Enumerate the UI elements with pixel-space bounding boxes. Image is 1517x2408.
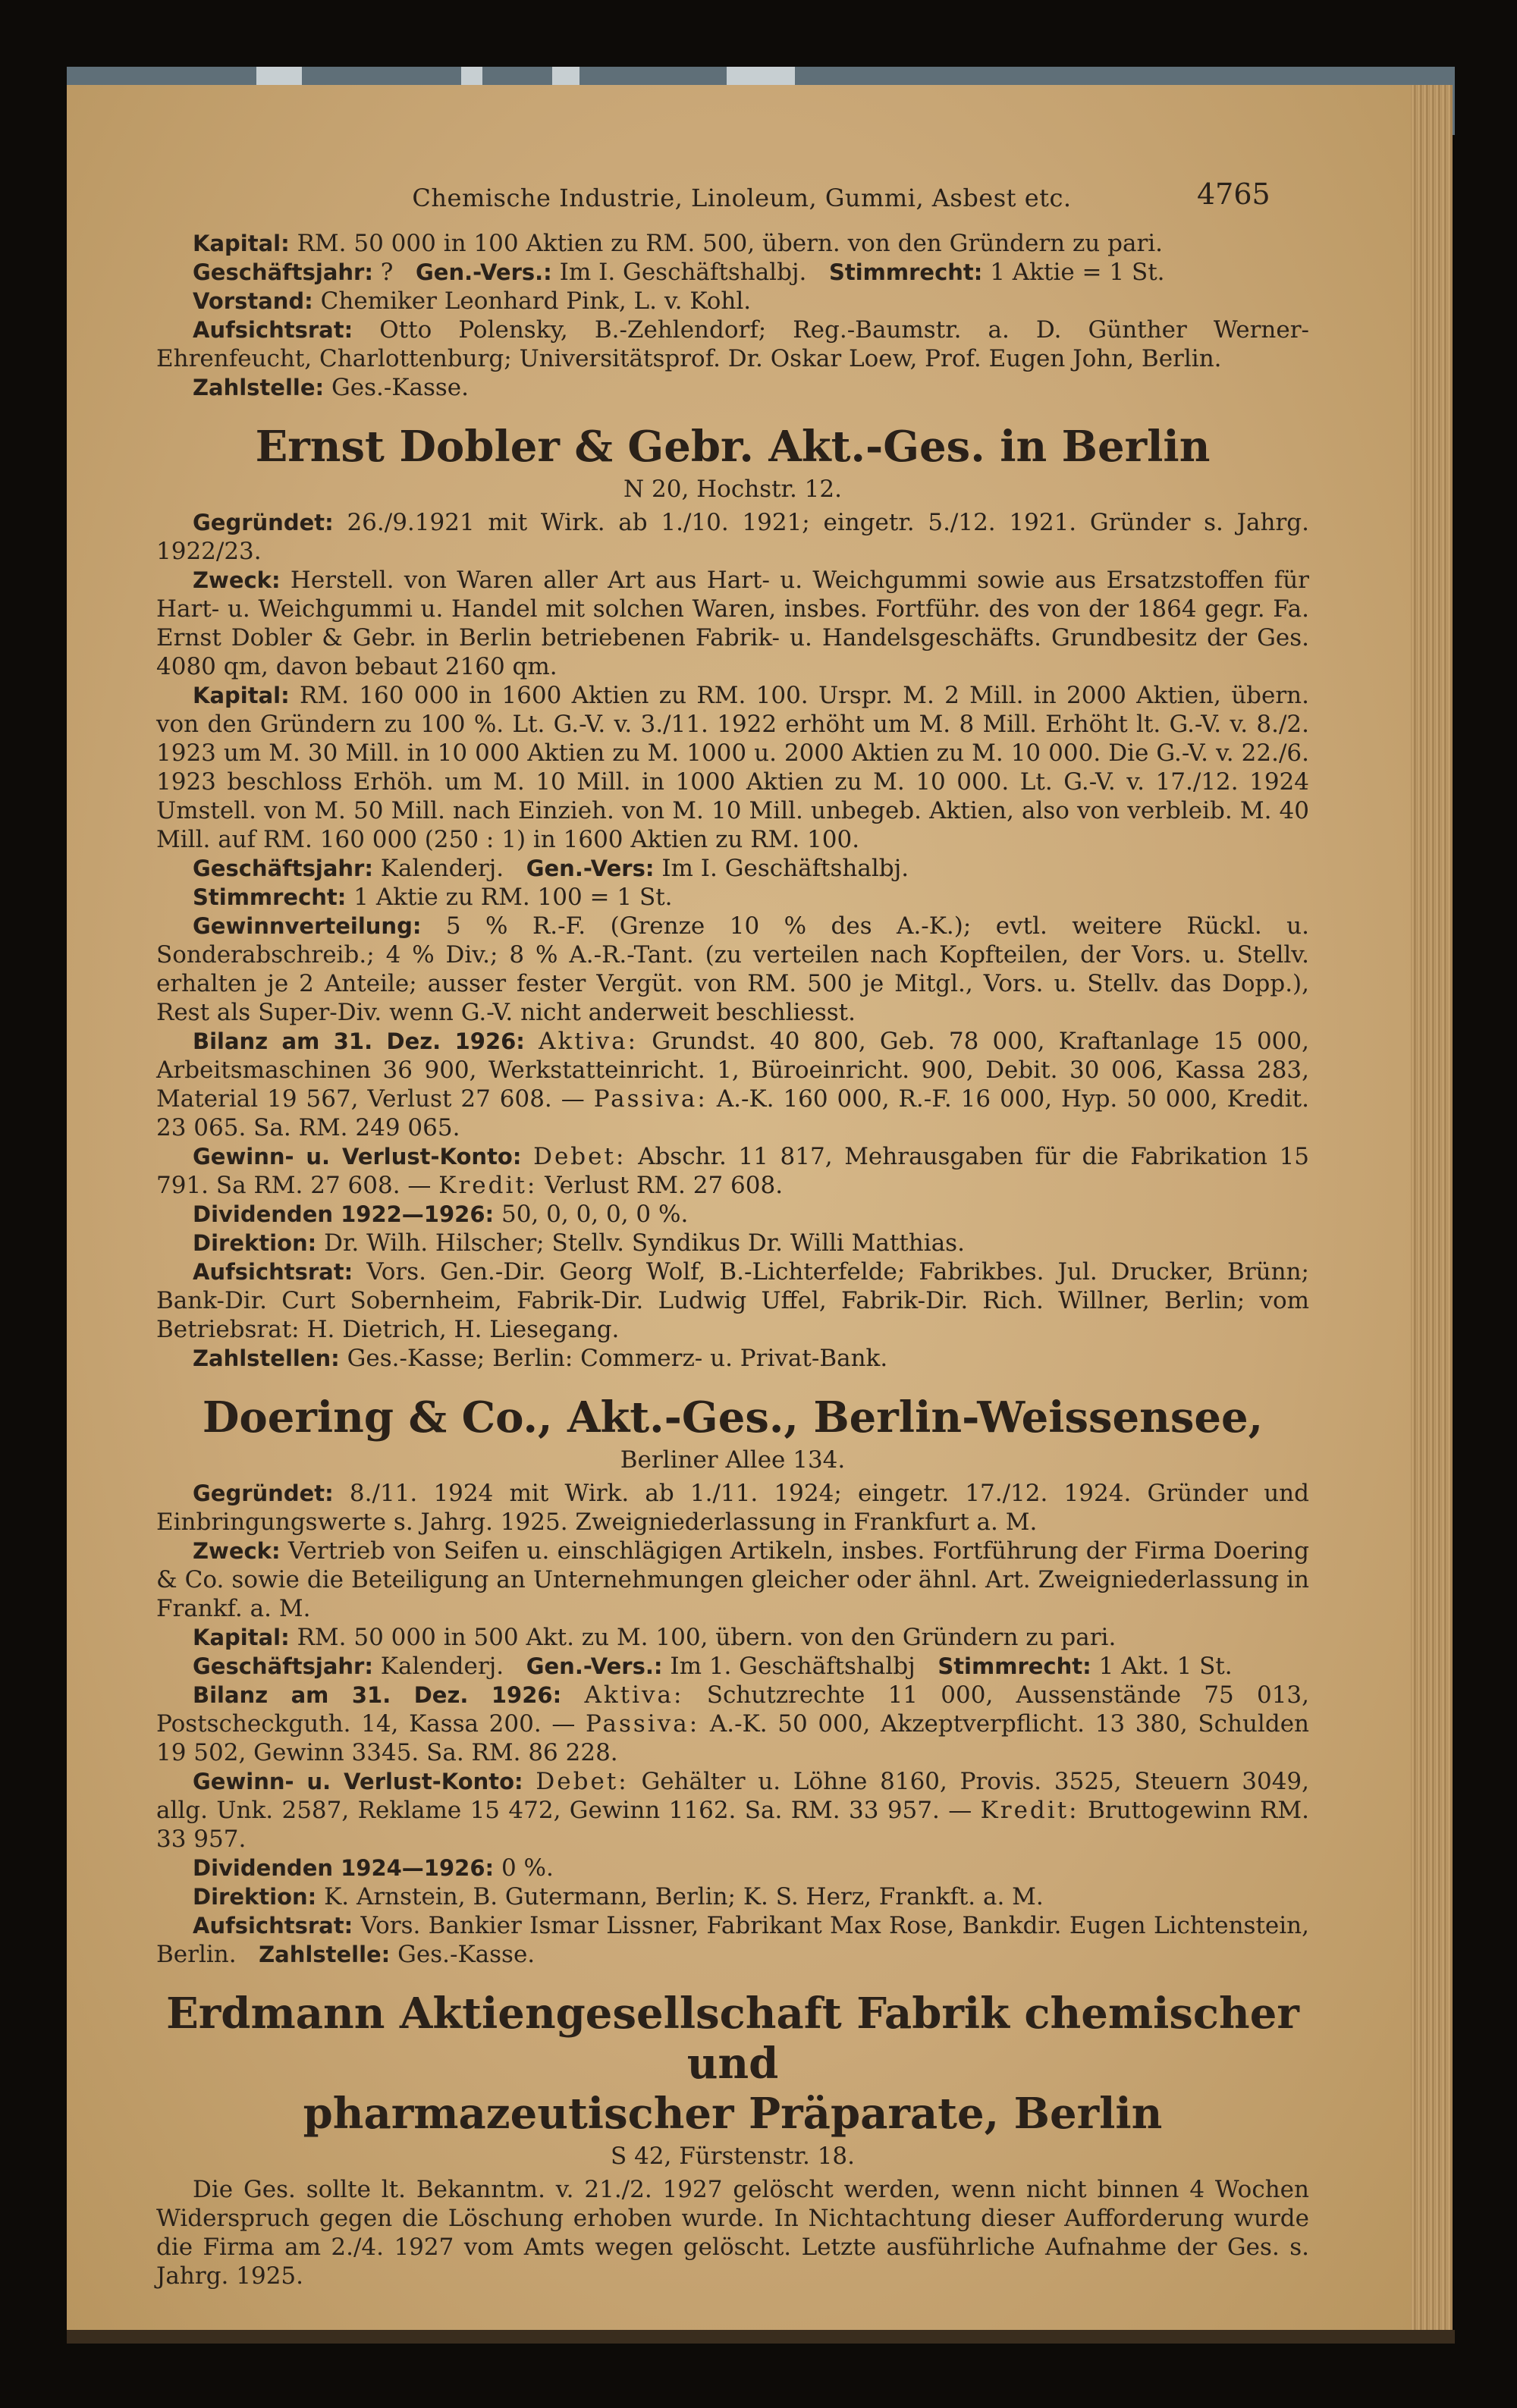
company-address: Berliner Allee 134.	[620, 1446, 846, 1474]
company-title-line2: pharmazeutischer Präparate, Berlin	[303, 2089, 1163, 2139]
company-title-line1: Erdmann Aktiengesellschaft Fabrik chemischer und	[166, 1989, 1299, 2089]
gj-para: Geschäftsjahr: Kalenderj. Gen.-Vers.: Im 1. Geschäftshalbj Stimmrecht: 1 Akt. 1 St.	[193, 1653, 1233, 1680]
gewinnverteilung-para: Gewinnverteilung: 5 % R.-F. (Grenze 10 % des A.-K.); evtl. weitere Rückl. u. Sonderabschreib.; 4 % Div.; 8 % A.-R.-Tant. (zu verteilen nach Kopfteilen, der Vors. u. Stellv. erhalten je 2 Anteile; ausser fester Vergüt. von RM. 500 je Mitgl., Vors. u. Stellv. das Dopp.), Rest als Super-Div. wenn G.-V. nicht anderweit beschliesst.	[156, 912, 1309, 1026]
binding-bottom	[67, 2330, 1455, 2344]
entry-doering	[156, 1392, 1309, 1969]
direktion-para: Direktion: Dr. Wilh. Hilscher; Stellv. Syndikus Dr. Willi Matthias.	[193, 1229, 965, 1257]
entry-ernst-dobler	[156, 422, 1309, 1373]
company-title: Ernst Dobler & Gebr. Akt.-Ges. in Berlin	[255, 422, 1211, 472]
entry-previous-company	[156, 229, 1309, 402]
zahlstellen-para: Zahlstellen: Ges.-Kasse; Berlin: Commerz- u. Privat-Bank.	[193, 1345, 888, 1372]
running-title: Chemische Industrie, Linoleum, Gummi, Asbest etc.	[412, 184, 1072, 212]
page-content	[156, 229, 1309, 2290]
aufsichtsrat-para: Aufsichtsrat: Vors. Gen.-Dir. Georg Wolf, B.-Lichterfelde; Fabrikbes. Jul. Drucker, Brünn; Bank-Dir. Curt Sobernheim, Fabrik-Dir. Ludwig Uffel, Fabrik-Dir. Rich. Willner, Berlin; vom Betriebsrat: H. Dietrich, H. Liesegang.	[156, 1258, 1309, 1343]
page-stack-edge	[1411, 85, 1453, 2330]
bilanz-para: Bilanz am 31. Dez. 1926: Aktiva: Schutzrechte 11 000, Aussenstände 75 013, Postscheckguth. 14, Kassa 200. — Passiva: A.-K. 50 000, Akzeptverpflicht. 13 380, Schulden 19 502, Gewinn 3345. Sa. RM. 86 228.	[156, 1681, 1310, 1766]
company-title: Doering & Co., Akt.-Ges., Berlin-Weissensee,	[202, 1392, 1264, 1443]
zweck-para: Zweck: Vertrieb von Seifen u. einschlägigen Artikeln, insbes. Fortführung der Firma Doering & Co. sowie die Beteiligung an Unternehmungen gleicher oder ähnl. Art. Zweigniederlassung in Frankf. a. M.	[156, 1537, 1309, 1622]
bilanz-para: Bilanz am 31. Dez. 1926: Aktiva: Grundst. 40 800, Geb. 78 000, Kraftanlage 15 000, Arbeitsmaschinen 36 900, Werkstatteinricht. 1, Büroeinricht. 900, Debit. 30 006, Kassa 283, Material 19 567, Verlust 27 608. — Passiva: A.-K. 160 000, R.-F. 16 000, Hyp. 50 000, Kredit. 23 065. Sa. RM. 249 065.	[156, 1028, 1309, 1141]
direktion-para: Direktion: K. Arnstein, B. Gutermann, Berlin; K. S. Herz, Frankft. a. M.	[193, 1883, 1044, 1910]
gegruendet-para: Gegründet: 26./9.1921 mit Wirk. ab 1./10. 1921; eingetr. 5./12. 1921. Gründer s. Jahrg. 1922/23.	[156, 509, 1309, 565]
kapital-para: Kapital: RM. 50 000 in 100 Aktien zu RM. 500, übern. von den Gründern zu pari.	[193, 230, 1164, 257]
aufsichtsrat-para: Aufsichtsrat: Otto Polensky, B.-Zehlendorf; Reg.-Baumstr. a. D. Günther Werner-Ehrenfeucht, Charlottenburg; Universitätsprof. Dr. Oskar Loew, Prof. Eugen John, Berlin.	[156, 316, 1309, 372]
company-address: S 42, Fürstenstr. 18.	[610, 2143, 855, 2170]
gj-para: Geschäftsjahr: Kalenderj. Gen.-Vers: Im I. Geschäftshalbj.	[193, 855, 909, 882]
gj-para: Geschäftsjahr: ? Gen.-Vers.: Im I. Geschäftshalbj. Stimmrecht: 1 Aktie = 1 St.	[193, 259, 1165, 286]
kapital-para: Kapital: RM. 160 000 in 1600 Aktien zu RM. 100. Urspr. M. 2 Mill. in 2000 Aktien, übern. von den Gründern zu 100 %. Lt. G.-V. v. 3./11. 1922 erhöht um M. 8 Mill. Erhöht lt. G.-V. v. 8./2. 1923 um M. 30 Mill. in 10 000 Aktien zu M. 1000 u. 2000 Aktien zu M. 10 000. Die G.-V. v. 22./6. 1923 beschloss Erhöh. um M. 10 Mill. in 1000 Aktien zu M. 10 000. Lt. G.-V. v. 17./12. 1924 Umstell. von M. 50 Mill. nach Einzieh. von M. 10 Mill. unbegeb. Aktien, also von verbleib. M. 40 Mill. auf RM. 160 000 (250 : 1) in 1600 Aktien zu RM. 100.	[156, 682, 1309, 853]
zahlstelle-para: Zahlstelle: Ges.-Kasse.	[193, 374, 469, 401]
guv-para: Gewinn- u. Verlust-Konto: Debet: Gehälter u. Löhne 8160, Provis. 3525, Steuern 3049, allg. Unk. 2587, Reklame 15 472, Gewinn 1162. Sa. RM. 33 957. — Kredit: Bruttogewinn RM. 33 957.	[156, 1768, 1310, 1853]
book-page	[67, 85, 1411, 2330]
company-address: N 20, Hochstr. 12.	[623, 476, 842, 503]
dividenden-para: Dividenden 1922—1926: 50, 0, 0, 0, 0 %.	[193, 1201, 689, 1228]
page-number: 4765	[1197, 177, 1270, 211]
kapital-para: Kapital: RM. 50 000 in 500 Akt. zu M. 100, übern. von den Gründern zu pari.	[193, 1624, 1117, 1651]
stimmrecht-para: Stimmrecht: 1 Aktie zu RM. 100 = 1 St.	[193, 884, 673, 911]
dividenden-para: Dividenden 1924—1926: 0 %.	[193, 1854, 554, 1882]
aufsichtsrat-para: Aufsichtsrat: Vors. Bankier Ismar Lissner, Fabrikant Max Rose, Bankdir. Eugen Lichtenstein, Berlin. Zahlstelle: Ges.-Kasse.	[156, 1912, 1309, 1968]
gegruendet-para: Gegründet: 8./11. 1924 mit Wirk. ab 1./11. 1924; eingetr. 17./12. 1924. Gründer und Einbringungswerte s. Jahrg. 1925. Zweigniederlassung in Frankfurt a. M.	[156, 1480, 1309, 1536]
guv-para: Gewinn- u. Verlust-Konto: Debet: Abschr. 11 817, Mehrausgaben für die Fabrikation 15 791. Sa RM. 27 608. — Kredit: Verlust RM. 27 608.	[156, 1143, 1310, 1199]
loeschung-para: Die Ges. sollte lt. Bekanntm. v. 21./2. 1927 gelöscht werden, wenn nicht binnen 4 Wochen Widerspruch gegen die Löschung erhoben wurde. In Nichtachtung dieser Aufforderung wurde die Firma am 2./4. 1927 vom Amts wegen gelöscht. Letzte ausführliche Aufnahme der Ges. s. Jahrg. 1925.	[156, 2176, 1309, 2290]
entry-erdmann	[156, 1989, 1309, 2290]
vorstand-para: Vorstand: Chemiker Leonhard Pink, L. v. Kohl.	[193, 287, 752, 315]
zweck-para: Zweck: Herstell. von Waren aller Art aus Hart- u. Weichgummi sowie aus Ersatzstoffen für Hart- u. Weichgummi u. Handel mit solchen Waren, insbes. Fortführ. des von der 1864 gegr. Fa. Ernst Dobler & Gebr. in Berlin betriebenen Fabrik- u. Handelsgeschäfts. Grundbesitz der Ges. 4080 qm, davon bebaut 2160 qm.	[156, 567, 1309, 680]
